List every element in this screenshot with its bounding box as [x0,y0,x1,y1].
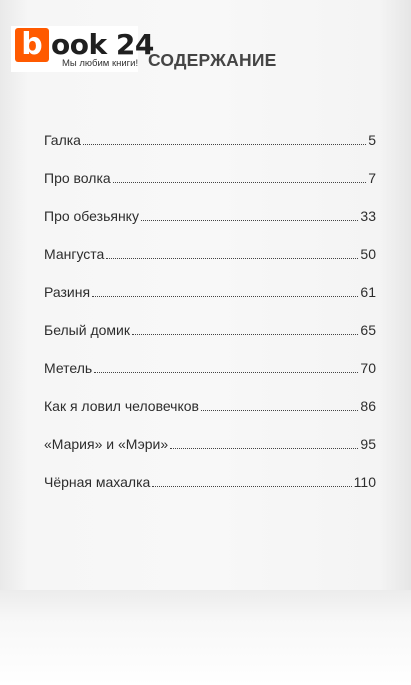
logo-b-mark: b [15,28,49,62]
toc-entry-page: 5 [368,132,376,148]
logo-tagline: Мы любим книги! [62,58,139,69]
toc-entry [44,264,376,302]
toc-entry-title: Про волка [44,170,111,186]
toc-entry-page: 95 [360,436,376,452]
toc-entry-title: Белый домик [44,322,130,338]
toc-entry-page: 86 [360,398,376,414]
logo-wordmark: ook 24 [51,28,154,61]
page-bottom-shadow [0,590,411,685]
toc-entry-title: Мангуста [44,246,105,262]
dot-leader [201,409,358,411]
toc-entry-title: Как я ловил человечков [44,398,199,414]
toc-entry-page: 7 [368,170,376,186]
toc-entry [44,340,376,378]
table-of-contents [44,112,376,492]
dot-leader [141,219,358,221]
book24-logo [11,26,154,72]
dot-leader [92,295,358,297]
dot-leader [106,257,358,259]
toc-entry-page: 61 [360,284,376,300]
dot-leader [94,371,358,373]
toc-entry-page: 50 [360,246,376,262]
toc-entry-title: Разиня [44,284,91,300]
toc-entry [44,226,376,264]
toc-entry [44,378,376,416]
toc-entry-title: Галка [44,132,81,148]
dot-leader [113,181,367,183]
toc-entry-title: Чёрная махалка [44,474,151,490]
toc-entry [44,112,376,150]
toc-entry-page: 33 [360,208,376,224]
toc-entry-title: «Мария» и «Мэри» [44,436,169,452]
toc-entry-page: 110 [353,474,376,490]
toc-entry-page: 70 [360,360,376,376]
dot-leader [152,485,351,487]
toc-entry-title: Про обезьянку [44,208,139,224]
dot-leader [170,447,358,449]
dot-leader [83,143,366,145]
toc-entry [44,416,376,454]
toc-entry-page: 65 [360,322,376,338]
page-title: СОДЕРЖАНИЕ [148,50,277,70]
dot-leader [132,333,358,335]
toc-entry-title: Метель [44,360,93,376]
toc-entry [44,150,376,188]
toc-entry [44,188,376,226]
toc-entry [44,454,376,492]
toc-entry [44,302,376,340]
